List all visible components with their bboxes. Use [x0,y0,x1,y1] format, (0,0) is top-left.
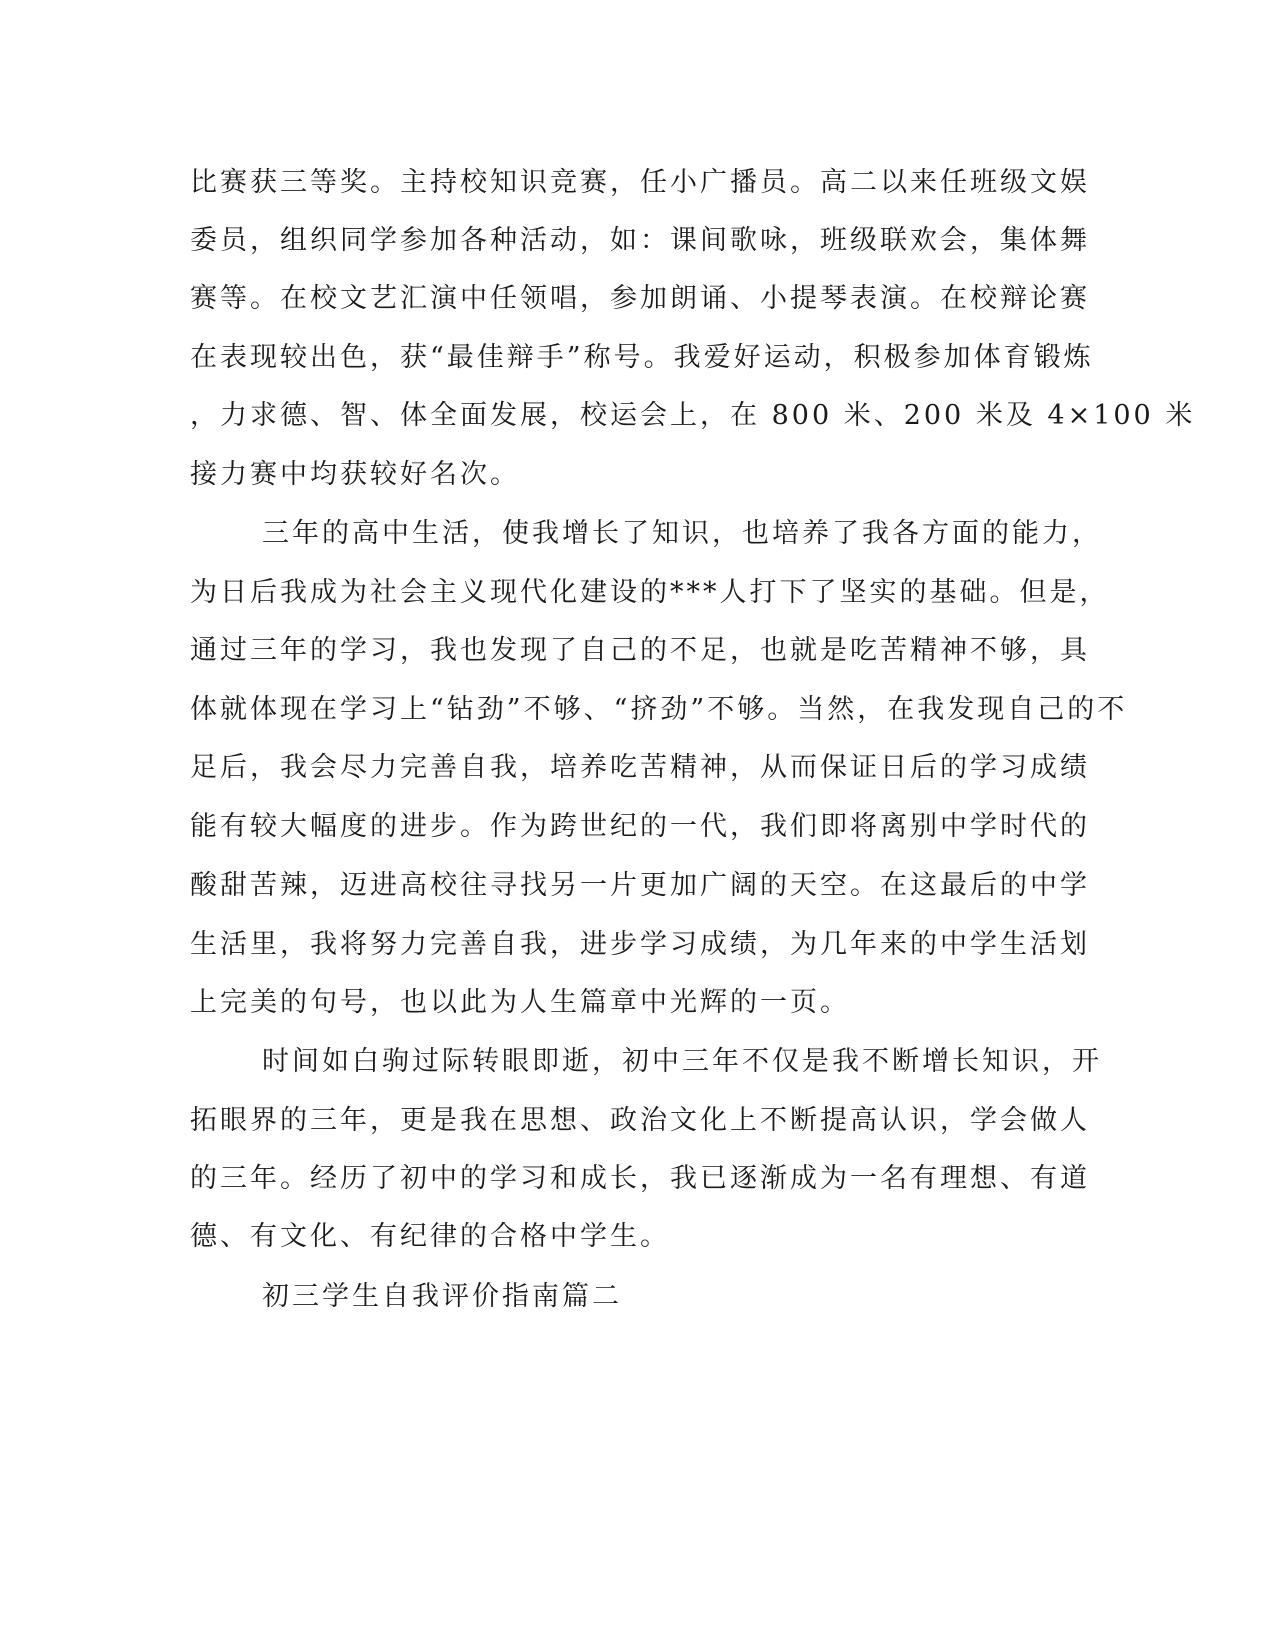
text-line: 生活里，我将努力完善自我，进步学习成绩，为几年来的中学生活划 [190,929,1090,960]
section-heading: 初三学生自我评价指南篇二 [262,1281,622,1312]
text-line: 体就体现在学习上“钻劲”不够、“挤劲”不够。当然，在我发现自己的不 [190,694,1128,725]
text-line: 通过三年的学习，我也发现了自己的不足，也就是吃苦精神不够，具 [190,635,1090,666]
text-line: 为日后我成为社会主义现代化建设的***人打下了坚实的基础。但是， [190,577,1110,608]
text-line: 能有较大幅度的进步。作为跨世纪的一代，我们即将离别中学时代的 [190,811,1090,842]
text-line: 在表现较出色，获“最佳辩手”称号。我爱好运动，积极参加体育锻炼 [190,342,1094,373]
text-line: 赛等。在校文艺汇演中任领唱，参加朗诵、小提琴表演。在校辩论赛 [190,283,1090,314]
text-line: 委员，组织同学参加各种活动，如：课间歌咏，班级联欢会，集体舞 [190,225,1090,256]
text-line: 接力赛中均获较好名次。 [190,459,520,490]
text-line: 德、有文化、有纪律的合格中学生。 [190,1221,670,1252]
text-line: 上完美的句号，也以此为人生篇章中光辉的一页。 [190,987,850,1018]
text-line: 比赛获三等奖。主持校知识竞赛，任小广播员。高二以来任班级文娱 [190,167,1090,198]
text-line: 的三年。经历了初中的学习和成长，我已逐渐成为一名有理想、有道 [190,1163,1090,1194]
text-line: 时间如白驹过际转眼即逝，初中三年不仅是我不断增长知识，开 [262,1046,1102,1077]
text-line: 三年的高中生活，使我增长了知识，也培养了我各方面的能力， [262,518,1102,549]
text-line: 拓眼界的三年，更是我在思想、政治文化上不断提高认识，学会做人 [190,1105,1090,1136]
text-line: ，力求德、智、体全面发展，校运会上，在 800 米、200 米及 4×100 米 [190,400,1196,431]
text-line: 酸甜苦辣，迈进高校往寻找另一片更加广阔的天空。在这最后的中学 [190,870,1090,901]
text-line: 足后，我会尽力完善自我，培养吃苦精神，从而保证日后的学习成绩 [190,752,1090,783]
